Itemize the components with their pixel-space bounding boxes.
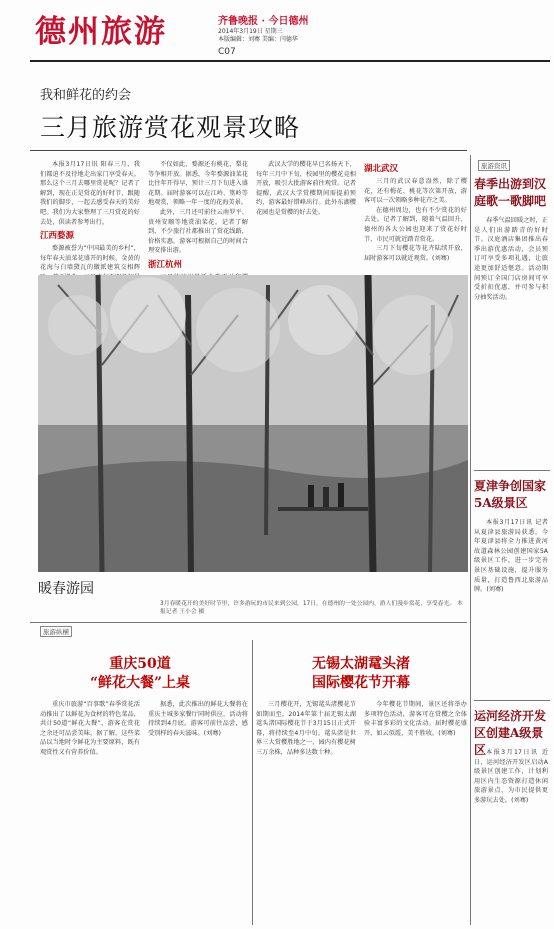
story1-paragraph: 重庆市旅游“百事歌”春季赏花活动推出了以鲜花为食材的特色菜品，共计50道“鲜花大餐”，游客在赏花之余还可品尝美味。据了解，这些菜品以当地时令鲜花为主要原料，既有观赏性又有营养价值。 bbox=[40, 701, 140, 756]
lead-paragraph: 婺源被誉为“中国最美的乡村”，每年春天油菜花盛开的时候，金黄的花海与白墙黛瓦的徽派建筑交相辉 bbox=[40, 245, 140, 272]
story1-column-2 bbox=[148, 700, 248, 920]
editor-credits: 本版编辑：刘骞 美编：闫德华 bbox=[218, 36, 298, 43]
lead-column-1 bbox=[40, 160, 140, 272]
story2-paragraph: 三月樱花开，无锡鼋头渚樱花节如期而至。2014年第十届无锡太湖鼋头渚国际樱花节于3月15日正式开幕，将持续至4月中旬。鼋头渚是世界三大赏樱胜地之一，园内有樱花树三万余株，品种多达数十种。 bbox=[256, 701, 356, 756]
sidebar-headline-1: 春季出游到汉庭歌一歌脚吧 bbox=[474, 177, 547, 208]
lead-paragraph: 此外，三月还可前往云南罗平、贵州安顺等地赏油菜花。记者了解到，不少旅行社都推出了赏花线路，价格实惠，游客可根据自己的时间合理安排出游。 bbox=[148, 208, 248, 255]
sidebar-text-2 bbox=[474, 518, 548, 688]
sidebar-tag: 旅游资讯 bbox=[478, 160, 510, 171]
masthead-rule bbox=[30, 60, 550, 62]
sidebar-paragraph: 春季气温回暖之时，正是人们出游踏青的好时节。汉庭酒店集团推出春季出游优惠活动，会员预订可享受多项礼遇，让旅途更加舒适惬意。活动期间预订全国门店房间可享受折扣优惠，并可参与积分抽奖活动。 bbox=[474, 217, 548, 301]
subhead-hangzhou: 浙江杭州 bbox=[148, 259, 183, 270]
story2-column-1 bbox=[256, 700, 356, 920]
lead-paragraph: 在德州周边，也有不少赏花的好去处。记者了解到，随着气温回升，德州的各大公园也迎来了赏花好时节，市民可就近踏青赏花。 bbox=[364, 206, 467, 243]
section-title: 德州旅游 bbox=[35, 14, 167, 50]
park-photo bbox=[38, 275, 468, 572]
sidebar-rule bbox=[474, 700, 550, 701]
lead-paragraph: 本报3月17日讯 阳春三月，我们都迫不及待地走出家门享受春天。那么这个三月去哪里赏花呢？记者了解到，现在正是赏花的好时节，跟随我们的脚步，一起去感受春天的美好吧。我们为大家整理了三月赏花的好去处，供读者参考出行。 bbox=[40, 161, 140, 226]
masthead bbox=[0, 0, 550, 60]
sidebar-paragraph: 本报3月17日讯 近日，运河经济开发区启动A级景区创建工作，计划利用区内生态资源打造休闲旅游景点，为市民提供更多游玩去处。(刘骞) bbox=[474, 749, 548, 804]
section-tag-travel: 旅游纵横 bbox=[40, 626, 72, 637]
park-trees-image bbox=[38, 275, 468, 572]
publication-date: 2014年3月19日 星期三 bbox=[218, 28, 283, 35]
story2-column-2 bbox=[364, 700, 467, 920]
column-divider bbox=[252, 640, 253, 925]
lead-paragraph: 武汉大学的樱花早已名扬天下，每年三月中下旬，校园里的樱花竞相开放，吸引大批游客前往观赏。记者提醒，武汉大学赏樱期间需提前预约，游客最好错峰出行。此外东湖樱花园也是赏樱的好去处。 bbox=[256, 161, 356, 216]
photo-caption: 3月春暖花开的美好时节里，许多游玩的市民来到公园，17日，在德州的一处公园内，游人们漫步赏花，享受春光。 本报记者 王小会 摄 bbox=[160, 601, 463, 615]
story2-paragraph: 今年樱花节期间，景区还将举办多项特色活动，游客可在赏樱之余体验丰富多彩的文化活动。届时樱花盛开，如云似霞，美不胜收。(刘骞) bbox=[364, 701, 467, 737]
lead-paragraph: 不仅如此，婺源还有桃花、梨花等争相开放。据悉，今年婺源油菜花比往年开得早，预计三月下旬进入盛花期。届时游客可以在江岭、篁岭等地观赏，领略一年一度的花海美景。 bbox=[148, 161, 248, 207]
sidebar-text-3 bbox=[474, 748, 548, 923]
sidebar-text-1 bbox=[474, 216, 548, 466]
lead-column-2 bbox=[148, 160, 248, 272]
sidebar-headline-3: 运河经济开发区创建A级景区 bbox=[474, 709, 547, 757]
subhead-wuyuan: 江西婺源 bbox=[40, 231, 75, 242]
publication-info bbox=[218, 28, 338, 44]
sidebar-headline-2: 夏津争创国家5A级景区 bbox=[474, 479, 547, 510]
sidebar-rule bbox=[474, 470, 550, 471]
sidebar-paragraph: 本报3月17日讯 记者从夏津县旅游局获悉，今年夏津县将全力推进黄河故道森林公园创建国家5A级景区工作，进一步完善景区基础设施，提升服务质量，打造鲁西北旅游品牌。(刘骞) bbox=[474, 519, 548, 594]
lead-headline: 三月旅游赏花观景攻略 bbox=[40, 113, 301, 142]
lead-column-3 bbox=[256, 160, 356, 272]
story1-paragraph: 据悉，此次推出的鲜花大餐将在重庆主城多家餐厅同时供应，活动将持续到4月底。游客可前往品尝，感受别样的春天滋味。(刘骞) bbox=[148, 701, 248, 737]
subhead-wuhan: 湖北武汉 bbox=[364, 164, 399, 174]
story1-headline: 重庆50道 “鲜花大餐”上桌 bbox=[89, 656, 191, 691]
section-divider bbox=[30, 622, 467, 623]
story1-column-1 bbox=[40, 700, 140, 920]
headline-rule bbox=[30, 150, 467, 151]
lead-kicker: 我和鲜花的约会 bbox=[40, 88, 132, 103]
photo-title: 暖春游园 bbox=[38, 581, 94, 597]
newspaper-name: 齐鲁晚报 · 今日德州 bbox=[218, 16, 309, 27]
story2-headline: 无锡太湖鼋头渚 国际樱花节开幕 bbox=[312, 656, 410, 691]
lead-paragraph: 三月的武汉春意盎然，除了樱花，还有梅花、桃花等次第开放，游客可以一次领略多种花卉之美。 bbox=[364, 178, 467, 205]
page-number: C07 bbox=[218, 47, 236, 57]
lead-paragraph: 三月下旬樱花等花卉陆续开放，届时游客可以就近观赏。(刘骞) bbox=[364, 245, 467, 262]
sidebar-divider bbox=[470, 155, 471, 925]
